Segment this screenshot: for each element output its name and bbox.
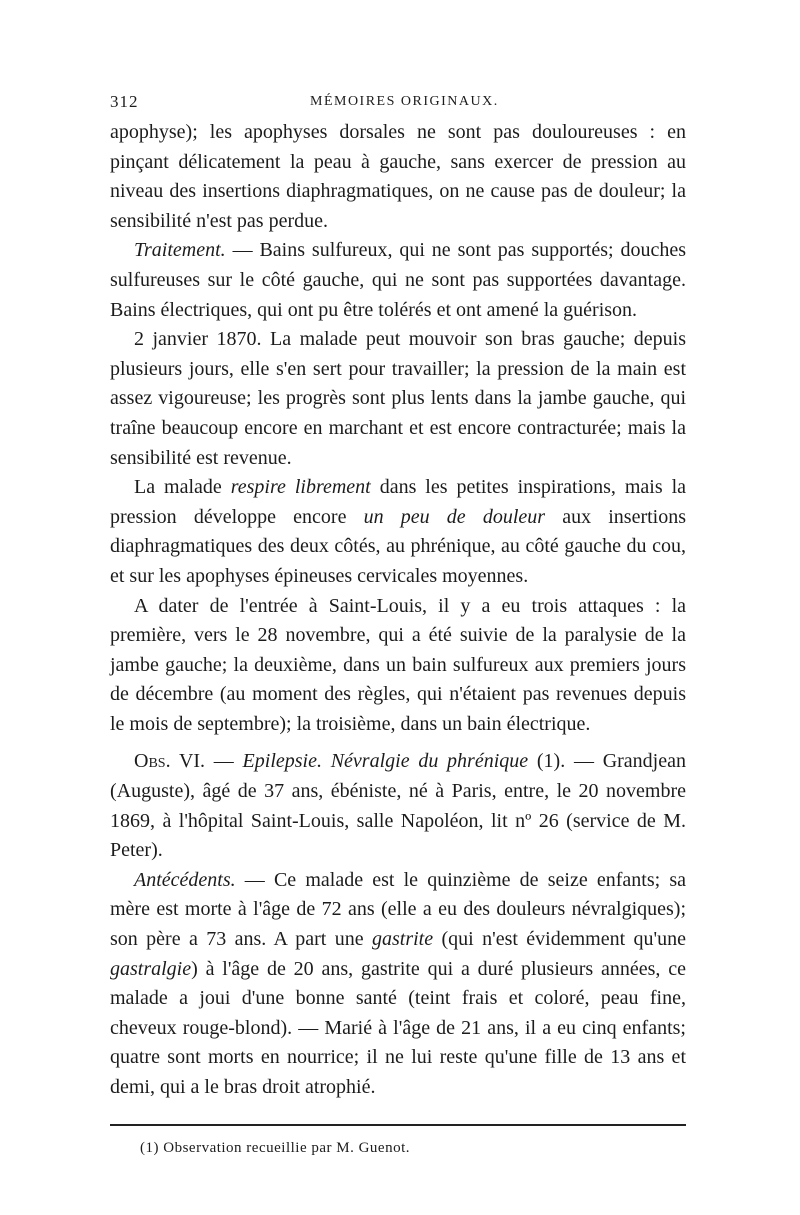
footnote-rule bbox=[110, 1124, 686, 1126]
footnote-reference: (1). bbox=[528, 750, 566, 773]
antecedents-text-c: (qui n'est évidemment qu'une bbox=[433, 928, 686, 951]
page-number: 312 bbox=[110, 92, 139, 111]
paragraph-attaques: A dater de l'entrée à Saint-Louis, il y a eu trois attaques : la première, vers le 28 novembre, qui a été suivie de la paralysie de la jambe gauche; la deuxième, dans un bain sulfureux aux premiers jours de décembre (au moment des règles, qui n'étaient pas revenues depuis le mois de septembre); la troisième, dans un bain électrique. bbox=[110, 594, 686, 735]
respiration-text-a: La malade bbox=[134, 476, 231, 499]
page bbox=[110, 92, 686, 1103]
antecedents-italic-d: gastralgie bbox=[110, 957, 192, 980]
running-title: MÉMOIRES ORIGINAUX. bbox=[310, 94, 499, 109]
traitement-text: — Bains sulfureux, qui ne sont pas supportés; douches sulfureuses sur le côté gauche, qui ne sont pas supportées davantage. Bains électriques, qui ont pu être tolérés et ont amené la guérison. bbox=[110, 239, 686, 321]
respiration-italic-b: respire librement bbox=[230, 476, 371, 499]
body-text bbox=[110, 118, 686, 1103]
respiration-text-e: aux insertions diaphragmatiques des deux côtés, au phrénique, au côté gauche du cou, et sur les apophyses épineuses cervicales moyennes. bbox=[110, 505, 687, 587]
antecedents-text-e: ) à l'âge de 20 ans, gastrite qui a duré plusieurs années, ce malade a joui d'une bonne santé (teint frais et coloré, peau fine, cheveux rouge-blond). — Marié à l'âge de 21 ans, il a eu cinq enfants; quatre sont morts en nourrice; il ne lui reste qu'une fille de 13 ans et demi, qui a le bras droit atrophié. bbox=[110, 957, 686, 1098]
observation-text: — Grandjean (Auguste), âgé de 37 ans, ébéniste, né à Paris, entre, le 20 novembre 1869, à l'hôpital Saint-Louis, salle Napoléon, lit nº 26 (service de M. Peter). bbox=[110, 750, 686, 862]
paragraph-antecedents bbox=[110, 866, 686, 1103]
paragraph-respiration bbox=[110, 473, 686, 591]
antecedents-italic-b: gastrite bbox=[371, 928, 434, 951]
respiration-text-c: dans les petites inspirations, mais la pression développe encore bbox=[110, 476, 686, 528]
antecedents-text-a: — Ce malade est le quinzième de seize enfants; sa mère est morte à l'âge de 72 ans (elle a eu des douleurs névralgiques); son père a 73 ans. A part une bbox=[110, 868, 686, 951]
observation-number: Obs. VI. bbox=[134, 750, 206, 773]
paragraph-continuation: apophyse); les apophyses dorsales ne sont pas douloureuses : en pinçant délicatement la peau à gauche, sans exercer de pression au niveau des insertions diaphragmatiques, on ne cause pas de douleur; la sensibilité n'est pas perdue. bbox=[110, 121, 686, 232]
paragraph-observation-vi bbox=[110, 747, 686, 865]
antecedents-label: Antécédents. bbox=[134, 868, 236, 891]
paragraph-janvier: 2 janvier 1870. La malade peut mouvoir son bras gauche; depuis plusieurs jours, elle s'en sert pour travailler; la pression de la main est assez vigoureuse; les progrès sont plus lents dans la jambe gauche, qui traîne beaucoup encore en marchant et est encore contracturée; mais la sensibilité est revenue. bbox=[110, 328, 686, 469]
running-head bbox=[110, 92, 686, 118]
footnote: (1) Observation recueillie par M. Guenot. bbox=[140, 1140, 410, 1156]
respiration-italic-d: un peu de douleur bbox=[363, 505, 546, 528]
observation-dash: — bbox=[205, 750, 243, 773]
observation-title: Epilepsie. Névralgie du phrénique bbox=[242, 750, 529, 773]
traitement-label: Traitement. bbox=[134, 239, 226, 262]
paragraph-traitement bbox=[110, 236, 686, 325]
